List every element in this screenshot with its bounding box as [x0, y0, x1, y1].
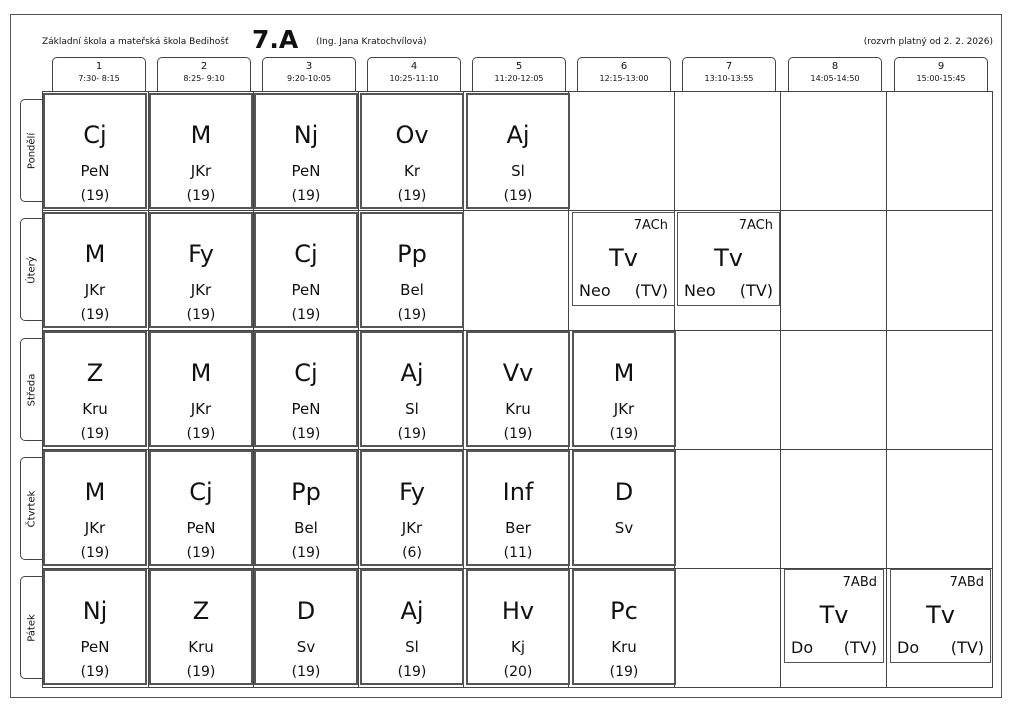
lesson-room: (19): [609, 664, 639, 680]
lesson-subject: Vv: [502, 359, 534, 387]
lesson-teacher: Do: [791, 638, 814, 657]
lesson-subject: D: [296, 597, 316, 625]
group-lesson-cell: [784, 569, 884, 663]
lesson-teacher: PeN: [80, 162, 110, 180]
lesson-room: (19): [186, 426, 216, 442]
period-time: 7:30- 8:15: [78, 74, 120, 83]
lesson-cell: [466, 93, 570, 209]
period-number: 3: [305, 61, 313, 72]
lesson-subject: Inf: [502, 478, 534, 506]
lesson-room: (TV): [950, 638, 984, 657]
lesson-cell: [254, 93, 358, 209]
lesson-cell: [43, 93, 147, 209]
lesson-subject: Cj: [294, 359, 318, 387]
lesson-cell: [254, 569, 358, 685]
day-name: Středa: [26, 373, 37, 406]
lesson-cell: [360, 450, 464, 566]
lesson-subject: Tv: [609, 244, 638, 272]
lesson-subject: D: [614, 478, 634, 506]
lesson-cell: [360, 331, 464, 447]
lesson-teacher: JKr: [401, 519, 423, 537]
lesson-teacher: JKr: [190, 281, 212, 299]
period-header-9: [894, 57, 988, 91]
school-name: Základní škola a mateřská škola Bedihošť: [42, 37, 229, 47]
lesson-subject: M: [190, 359, 212, 387]
lesson-teacher: JKr: [84, 519, 106, 537]
lesson-teacher: Kru: [188, 638, 214, 656]
period-number: 4: [410, 61, 418, 72]
period-time: 15:00-15:45: [916, 74, 966, 83]
period-header-4: [367, 57, 461, 91]
lesson-cell: [149, 569, 253, 685]
class-teacher: (Ing. Jana Kratochvílová): [316, 37, 427, 47]
lesson-teacher: Sv: [296, 638, 316, 656]
period-header-3: [262, 57, 356, 91]
lesson-room: (19): [80, 664, 110, 680]
lesson-cell: [466, 331, 570, 447]
lesson-cell: [360, 93, 464, 209]
lesson-room: (19): [80, 545, 110, 561]
day-name: Úterý: [26, 255, 37, 284]
lesson-cell: [149, 450, 253, 566]
period-header-1: [52, 57, 146, 91]
lesson-subject: Pp: [291, 478, 321, 506]
lesson-subject: Z: [192, 597, 210, 625]
lesson-teacher: Sl: [511, 162, 525, 180]
lesson-subject: Cj: [294, 240, 318, 268]
lesson-subject: M: [84, 478, 106, 506]
period-time: 11:20-12:05: [494, 74, 544, 83]
period-header-2: [157, 57, 251, 91]
lesson-subject: Z: [86, 359, 104, 387]
lesson-room: (19): [291, 426, 321, 442]
lesson-cell: [254, 450, 358, 566]
lesson-cell: [572, 331, 676, 447]
lesson-teacher: PeN: [291, 162, 321, 180]
day-label-friday: [20, 576, 42, 679]
lesson-teacher: JKr: [84, 281, 106, 299]
lesson-room: (19): [397, 664, 427, 680]
lesson-teacher: PeN: [291, 400, 321, 418]
lesson-cell: [149, 93, 253, 209]
lesson-room: (19): [291, 188, 321, 204]
day-label-thursday: [20, 457, 42, 560]
lesson-subject: Pc: [610, 597, 638, 625]
lesson-teacher: JKr: [613, 400, 635, 418]
lesson-teacher: PeN: [186, 519, 216, 537]
lesson-room: (19): [609, 426, 639, 442]
lesson-subject: Fy: [188, 240, 214, 268]
lesson-subject: Tv: [926, 601, 955, 629]
lesson-cell: [572, 569, 676, 685]
lesson-room: (11): [503, 545, 533, 561]
lesson-cell: [43, 450, 147, 566]
lesson-subject: Fy: [399, 478, 425, 506]
lesson-cell: [360, 569, 464, 685]
lesson-teacher: Bel: [294, 519, 318, 537]
lesson-room: (20): [503, 664, 533, 680]
lesson-subject: Pp: [397, 240, 427, 268]
period-time: 8:25- 9:10: [183, 74, 225, 83]
day-name: Čtvrtek: [26, 490, 37, 527]
lesson-teacher: Neo: [684, 281, 716, 300]
lesson-room: (19): [397, 426, 427, 442]
grid-line: [886, 92, 887, 687]
period-number: 8: [831, 61, 839, 72]
lesson-cell: [360, 212, 464, 328]
period-number: 5: [515, 61, 523, 72]
lesson-subject: Aj: [506, 121, 530, 149]
group-lesson-cell: [572, 212, 675, 306]
lesson-cell: [43, 331, 147, 447]
period-header-7: [682, 57, 776, 91]
lesson-cell: [572, 450, 676, 566]
group-code: 7ACh: [633, 218, 668, 233]
group-lesson-cell: [677, 212, 780, 306]
lesson-room: (TV): [634, 281, 668, 300]
lesson-cell: [466, 569, 570, 685]
lesson-subject: M: [613, 359, 635, 387]
lesson-room: (19): [186, 307, 216, 323]
lesson-room: (19): [397, 307, 427, 323]
lesson-subject: M: [84, 240, 106, 268]
lesson-subject: Nj: [293, 121, 319, 149]
period-number: 1: [95, 61, 103, 72]
lesson-subject: Tv: [714, 244, 743, 272]
lesson-teacher: Kru: [611, 638, 637, 656]
lesson-teacher: PeN: [291, 281, 321, 299]
lesson-room: (19): [80, 307, 110, 323]
lesson-cell: [149, 331, 253, 447]
lesson-room: (19): [291, 664, 321, 680]
lesson-teacher: Kru: [82, 400, 108, 418]
day-name: Pondělí: [26, 132, 37, 169]
lesson-room: (19): [397, 188, 427, 204]
lesson-cell: [43, 212, 147, 328]
lesson-teacher: Ber: [505, 519, 531, 537]
day-label-monday: [20, 99, 42, 202]
period-header-8: [788, 57, 882, 91]
lesson-cell: [149, 212, 253, 328]
lesson-subject: Aj: [400, 359, 424, 387]
group-code: 7ABd: [949, 575, 984, 590]
lesson-room: (19): [80, 188, 110, 204]
grid-line: [780, 92, 781, 687]
lesson-subject: Hv: [501, 597, 535, 625]
lesson-teacher: Kru: [505, 400, 531, 418]
lesson-room: (19): [503, 188, 533, 204]
group-lesson-cell: [890, 569, 991, 663]
lesson-teacher: Sl: [405, 400, 419, 418]
period-time: 10:25-11:10: [389, 74, 439, 83]
group-code: 7ABd: [842, 575, 877, 590]
group-code: 7ACh: [738, 218, 773, 233]
period-number: 9: [937, 61, 945, 72]
lesson-teacher: Do: [897, 638, 920, 657]
lesson-teacher: PeN: [80, 638, 110, 656]
lesson-subject: M: [190, 121, 212, 149]
lesson-cell: [466, 450, 570, 566]
period-header-6: [577, 57, 671, 91]
day-name: Pátek: [26, 613, 37, 642]
validity-note: (rozvrh platný od 2. 2. 2026): [863, 37, 993, 47]
period-time: 9:20-10:05: [287, 74, 331, 83]
lesson-room: (19): [80, 426, 110, 442]
grid-line: [43, 210, 992, 211]
lesson-room: (6): [402, 545, 422, 561]
lesson-room: (19): [503, 426, 533, 442]
lesson-teacher: JKr: [190, 162, 212, 180]
period-time: 12:15-13:00: [599, 74, 649, 83]
period-number: 6: [620, 61, 628, 72]
period-time: 14:05-14:50: [810, 74, 860, 83]
lesson-teacher: JKr: [190, 400, 212, 418]
lesson-room: (19): [291, 545, 321, 561]
lesson-subject: Cj: [189, 478, 213, 506]
lesson-subject: Ov: [395, 121, 429, 149]
period-header-5: [472, 57, 566, 91]
lesson-teacher: Bel: [400, 281, 424, 299]
lesson-cell: [254, 331, 358, 447]
lesson-teacher: Sl: [405, 638, 419, 656]
lesson-subject: Nj: [82, 597, 108, 625]
period-number: 7: [725, 61, 733, 72]
lesson-cell: [43, 569, 147, 685]
lesson-teacher: Kr: [403, 162, 420, 180]
day-label-tuesday: [20, 218, 42, 321]
day-label-wednesday: [20, 338, 42, 441]
lesson-cell: [254, 212, 358, 328]
period-time: 13:10-13:55: [704, 74, 754, 83]
lesson-teacher: Neo: [579, 281, 611, 300]
class-name: 7.A: [252, 25, 299, 54]
lesson-room: (19): [186, 188, 216, 204]
lesson-teacher: Sv: [614, 519, 634, 537]
lesson-room: (19): [186, 545, 216, 561]
lesson-room: (19): [291, 307, 321, 323]
grid-line: [358, 92, 359, 687]
lesson-room: (TV): [739, 281, 773, 300]
lesson-room: (TV): [843, 638, 877, 657]
lesson-subject: Cj: [83, 121, 107, 149]
lesson-room: (19): [186, 664, 216, 680]
lesson-teacher: Kj: [510, 638, 525, 656]
lesson-subject: Aj: [400, 597, 424, 625]
lesson-subject: Tv: [819, 601, 849, 629]
period-number: 2: [200, 61, 208, 72]
